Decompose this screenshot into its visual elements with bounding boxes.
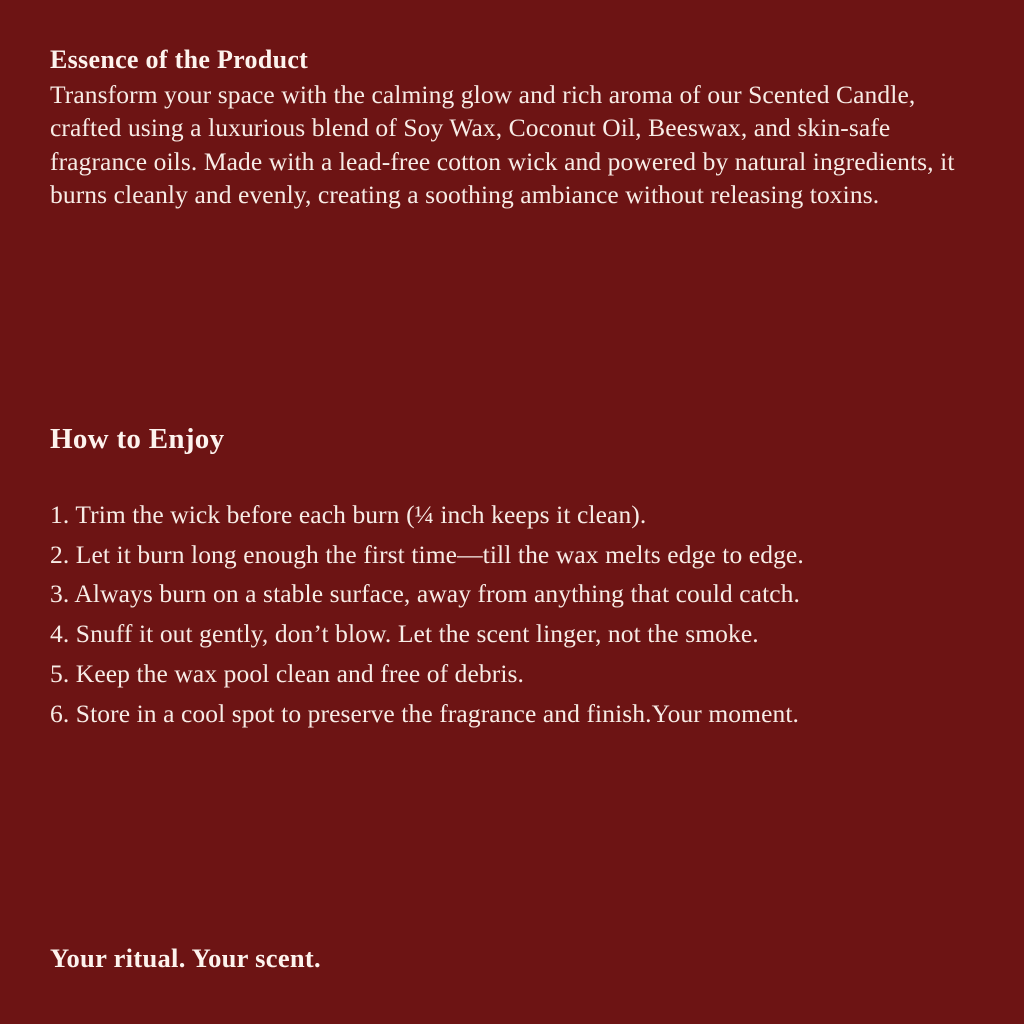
list-item: 1. Trim the wick before each burn (¼ inch keeps it clean). [50,499,647,529]
closing-tagline: Your ritual. Your scent. [50,943,321,973]
essence-section [50,44,976,211]
how-to-enjoy-step-list [50,495,990,734]
list-item: 4. Snuff it out gently, don’t blow. Let the scent linger, not the smoke. [50,619,759,649]
how-to-enjoy-section [50,422,990,733]
essence-body-text: Transform your space with the calming glow and rich aroma of our Scented Candle, crafted using a luxurious blend of Soy Wax, Coconut Oil, Beeswax, and skin-safe fragrance oils. Made with a lead-free cotton wick and powered by natural ingredients, it burns cleanly and evenly, creating a soothing ambiance without releasing toxins. [50,80,955,209]
list-item: 2. Let it burn long enough the first time—till the wax melts edge to edge. [50,539,804,569]
list-item: 6. Store in a cool spot to preserve the fragrance and finish.Your moment. [50,698,799,728]
how-to-enjoy-heading: How to Enjoy [50,423,225,455]
essence-heading: Essence of the Product [50,45,309,74]
list-item: 3. Always burn on a stable surface, away from anything that could catch. [50,579,801,609]
list-item: 5. Keep the wax pool clean and free of debris. [50,658,525,688]
